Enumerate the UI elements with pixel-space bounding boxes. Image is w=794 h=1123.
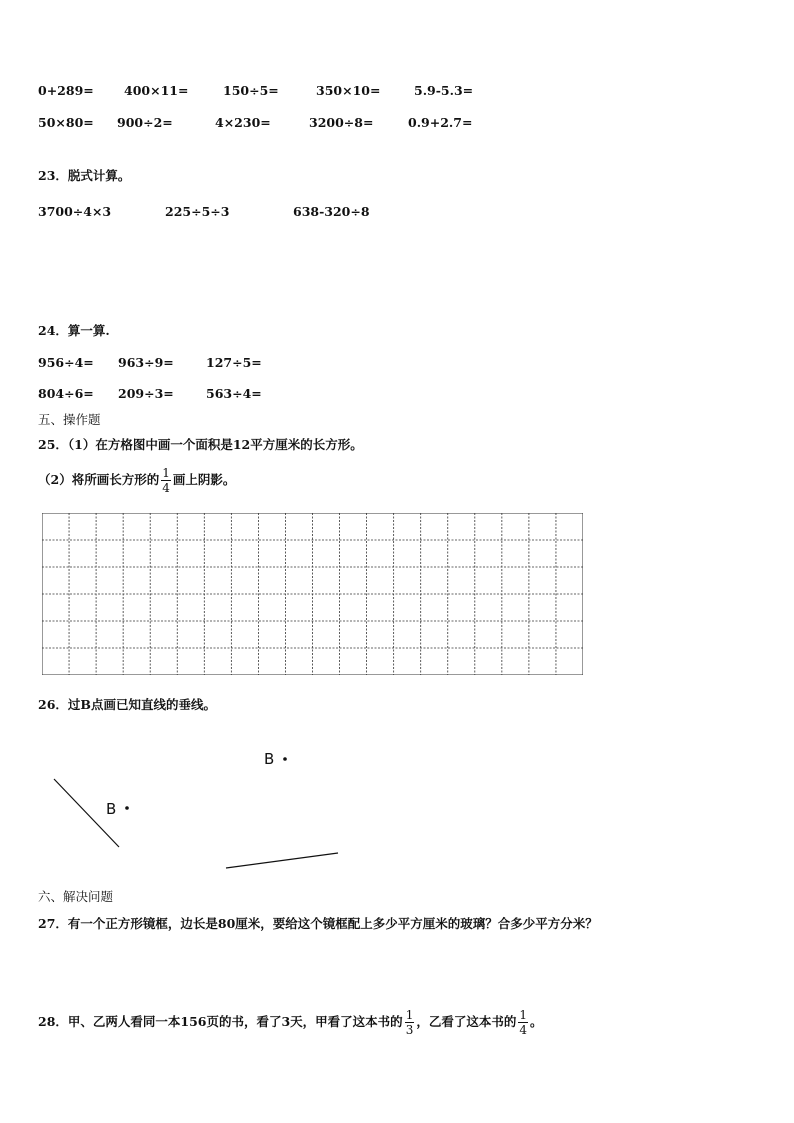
question-25-part-2-suffix: 画上阴影。 <box>172 472 236 487</box>
calc-item: 638-320÷8 <box>293 204 370 219</box>
mental-math-item: 900÷2= <box>117 115 173 130</box>
question-28-suffix: 。 <box>529 1014 543 1029</box>
question-28-text <box>38 1004 543 1040</box>
fraction-numerator: 1 <box>162 465 170 480</box>
calc-item: 804÷6= <box>38 386 94 401</box>
question-26-title: 26．过B点画已知直线的垂线。 <box>38 697 216 712</box>
point-b-upper[interactable] <box>283 757 287 761</box>
fraction-denominator: 4 <box>519 1022 527 1037</box>
calc-item: 225÷5÷3 <box>165 204 230 219</box>
perpendicular-figure <box>0 730 794 880</box>
mental-math-item: 150÷5= <box>223 83 279 98</box>
calc-item: 963÷9= <box>118 355 174 370</box>
point-b-lower[interactable] <box>125 806 129 810</box>
fraction-denominator: 3 <box>405 1022 414 1037</box>
question-28-prefix: 28．甲、乙两人看同一本156页的书，看了3天，甲看了这本书的 <box>38 1014 403 1029</box>
mental-math-item: 0+289= <box>38 83 94 98</box>
section-5-title: 五、操作题 <box>38 412 101 427</box>
fraction-denominator: 4 <box>162 480 170 495</box>
calc-item: 956÷4= <box>38 355 94 370</box>
mental-math-item: 4×230= <box>215 115 271 130</box>
point-label-b-lower: B <box>106 800 117 818</box>
question-25-part-1: 25．（1）在方格图中画一个面积是12平方厘米的长方形。 <box>38 437 363 452</box>
fraction-one-quarter <box>161 466 171 495</box>
fraction-numerator: 1 <box>405 1007 414 1022</box>
point-label-b-upper: B <box>264 750 275 768</box>
question-28-middle: ，乙看了这本书的 <box>416 1014 517 1029</box>
mental-math-item: 50×80= <box>38 115 94 130</box>
question-27-text: 27．有一个正方形镜框，边长是80厘米，要给这个镜框配上多少平方厘米的玻璃？合多少平方分米？ <box>38 916 598 931</box>
question-25-part-2-prefix: （2）将所画长方形的 <box>38 472 160 487</box>
fraction-numerator: 1 <box>519 1007 527 1022</box>
mental-math-item: 400×11= <box>124 83 189 98</box>
question-24-title: 24．算一算. <box>38 323 110 338</box>
mental-math-item: 5.9-5.3= <box>414 83 474 98</box>
calc-item: 127÷5= <box>206 355 262 370</box>
calc-item: 563÷4= <box>206 386 262 401</box>
question-25-part-2 <box>38 463 235 497</box>
mental-math-item: 0.9+2.7= <box>408 115 473 130</box>
section-6-title: 六、解决问题 <box>38 889 114 904</box>
mental-math-item: 350×10= <box>316 83 381 98</box>
mental-math-item: 3200÷8= <box>309 115 374 130</box>
calc-item: 209÷3= <box>118 386 174 401</box>
given-line-bottom <box>226 853 338 868</box>
square-grid[interactable] <box>42 513 583 675</box>
fraction-one-quarter <box>518 1008 528 1037</box>
fraction-one-third <box>405 1008 415 1037</box>
question-23-title: 23．脱式计算。 <box>38 168 131 183</box>
calc-item: 3700÷4×3 <box>38 204 112 219</box>
